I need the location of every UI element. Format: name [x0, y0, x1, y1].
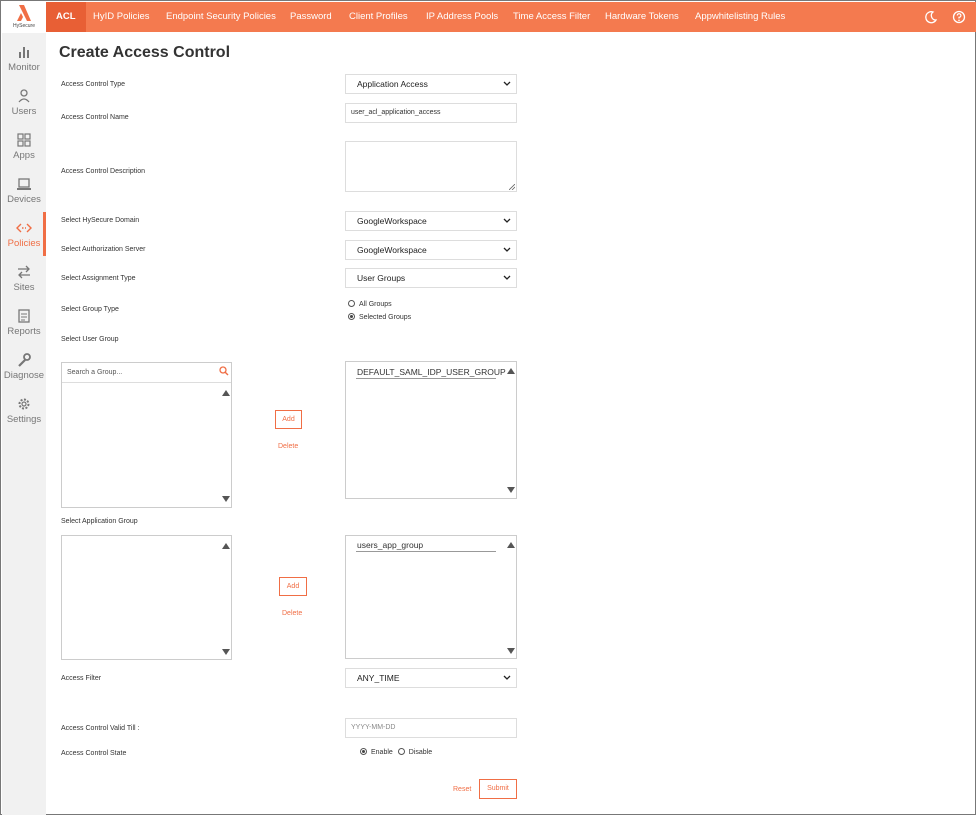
radio-all-groups[interactable] — [348, 300, 392, 308]
resize-handle-icon[interactable] — [509, 184, 515, 190]
assignment-type-select[interactable] — [345, 268, 517, 288]
tab-ip-address-pools[interactable]: IP Address Pools — [426, 11, 499, 22]
submit-button[interactable]: Submit — [479, 779, 517, 799]
group-search-input[interactable]: Search a Group... — [62, 363, 231, 383]
scroll-down-arrow[interactable] — [222, 496, 230, 502]
page-title: Create Access Control — [59, 44, 231, 61]
radio-enable[interactable] — [360, 748, 367, 755]
application-group-label: Select Application Group — [61, 518, 138, 525]
sidebar-item-monitor[interactable] — [2, 38, 46, 82]
scroll-down-arrow[interactable] — [507, 648, 515, 654]
assignment-type-label: Select Assignment Type — [61, 275, 136, 282]
list-item[interactable]: users_app_group — [356, 540, 496, 552]
sidebar-item-apps[interactable] — [2, 126, 46, 170]
access-filter-select[interactable] — [345, 668, 517, 688]
access-control-name-label: Access Control Name — [61, 114, 129, 121]
sidebar-item-label: Settings — [6, 414, 42, 425]
hysecure-domain-label: Select HySecure Domain — [61, 217, 140, 224]
radio-button[interactable] — [348, 313, 355, 320]
chevron-down-icon — [502, 269, 512, 287]
sidebar-item-label: Reports — [7, 326, 41, 337]
valid-till-date-input[interactable]: YYYY-MM-DD — [345, 718, 517, 738]
chevron-down-icon — [502, 75, 512, 93]
sidebar-item-label: Apps — [13, 150, 35, 161]
chevron-down-icon — [502, 241, 512, 259]
reset-button[interactable]: Reset — [453, 786, 472, 793]
sidebar-item-label: Diagnose — [3, 370, 45, 381]
code-arrows-icon — [16, 220, 32, 236]
access-control-description-textarea[interactable] — [345, 141, 517, 192]
scroll-up-arrow[interactable] — [507, 542, 515, 548]
available-user-groups-list[interactable] — [61, 362, 232, 508]
available-application-groups-list[interactable] — [61, 535, 232, 660]
hysecure-logo[interactable] — [2, 2, 46, 33]
apps-grid-icon — [16, 132, 32, 148]
sidebar-item-label: Sites — [13, 282, 35, 293]
user-icon — [16, 88, 32, 104]
bar-chart-icon — [16, 44, 32, 60]
radio-label: Enable — [371, 749, 393, 756]
sidebar-item-label: Monitor — [8, 62, 40, 73]
scroll-up-arrow[interactable] — [222, 390, 230, 396]
tab-acl[interactable]: ACL — [46, 2, 86, 32]
tab-password[interactable]: Password — [290, 11, 332, 22]
valid-till-label: Access Control Valid Till : — [61, 725, 140, 732]
group-type-label: Select Group Type — [61, 306, 119, 313]
state-radio-group — [360, 748, 432, 756]
selected-application-groups-list[interactable] — [345, 535, 517, 659]
help-question-icon[interactable] — [952, 10, 966, 24]
sidebar-item-label: Policies — [7, 238, 41, 249]
delete-user-group-button[interactable]: Delete — [278, 443, 299, 450]
top-navigation — [46, 2, 976, 32]
scroll-up-arrow[interactable] — [222, 543, 230, 549]
tab-hyid-policies[interactable]: HyID Policies — [93, 11, 150, 22]
sidebar-item-users[interactable] — [2, 82, 46, 126]
tab-endpoint-security-policies[interactable]: Endpoint Security Policies — [166, 11, 276, 22]
tab-appwhitelisting-rules[interactable]: Appwhitelisting Rules — [695, 11, 786, 22]
tab-time-access-filter[interactable]: Time Access Filter — [513, 11, 591, 22]
chevron-down-icon — [502, 669, 512, 687]
swap-arrows-icon — [16, 264, 32, 280]
radio-button[interactable] — [348, 300, 355, 307]
sidebar-item-label: Users — [11, 106, 37, 117]
scroll-down-arrow[interactable] — [507, 487, 515, 493]
select-value: GoogleWorkspace — [357, 245, 427, 255]
radio-label: All Groups — [359, 301, 392, 308]
sidebar — [2, 2, 46, 815]
search-icon[interactable] — [219, 366, 229, 376]
radio-disable[interactable] — [398, 748, 405, 755]
select-value: GoogleWorkspace — [357, 216, 427, 226]
authorization-server-label: Select Authorization Server — [61, 246, 146, 253]
sidebar-item-reports[interactable] — [2, 302, 46, 346]
select-value: User Groups — [357, 273, 406, 283]
authorization-server-select[interactable] — [345, 240, 517, 260]
access-control-type-label: Access Control Type — [61, 81, 126, 88]
chevron-down-icon — [502, 212, 512, 230]
wrench-icon — [16, 352, 32, 368]
sidebar-item-label: Devices — [7, 194, 41, 205]
scroll-up-arrow[interactable] — [507, 368, 515, 374]
add-user-group-button[interactable]: Add — [275, 410, 302, 429]
tab-hardware-tokens[interactable]: Hardware Tokens — [605, 11, 679, 22]
selected-user-groups-list[interactable] — [345, 361, 517, 499]
radio-selected-groups[interactable] — [348, 313, 411, 321]
sidebar-item-policies[interactable] — [2, 214, 46, 258]
sidebar-item-settings[interactable] — [2, 390, 46, 434]
gear-icon — [16, 396, 32, 412]
select-value: Application Access — [357, 79, 428, 89]
delete-application-group-button[interactable]: Delete — [282, 610, 303, 617]
radio-label: Disable — [408, 749, 433, 756]
access-control-type-select[interactable] — [345, 74, 517, 94]
radio-label: Selected Groups — [359, 314, 412, 321]
user-group-label: Select User Group — [61, 336, 119, 343]
tab-client-profiles[interactable]: Client Profiles — [349, 11, 408, 22]
dark-mode-moon-icon[interactable] — [924, 10, 938, 24]
hysecure-domain-select[interactable] — [345, 211, 517, 231]
list-item[interactable]: DEFAULT_SAML_IDP_USER_GROUP — [357, 367, 506, 377]
access-control-state-label: Access Control State — [61, 750, 127, 757]
logo-mark-icon — [16, 4, 32, 22]
add-application-group-button[interactable]: Add — [279, 577, 307, 596]
access-control-name-input[interactable]: user_acl_application_access — [345, 103, 517, 123]
access-filter-label: Access Filter — [61, 675, 102, 682]
scroll-down-arrow[interactable] — [222, 649, 230, 655]
access-control-description-label: Access Control Description — [61, 168, 146, 175]
sidebar-item-devices[interactable] — [2, 170, 46, 214]
sidebar-item-sites[interactable] — [2, 258, 46, 302]
report-document-icon — [16, 308, 32, 324]
select-value: ANY_TIME — [357, 673, 400, 683]
sidebar-item-diagnose[interactable] — [2, 346, 46, 390]
logo-text: HySecure — [13, 23, 35, 29]
laptop-icon — [16, 176, 32, 192]
